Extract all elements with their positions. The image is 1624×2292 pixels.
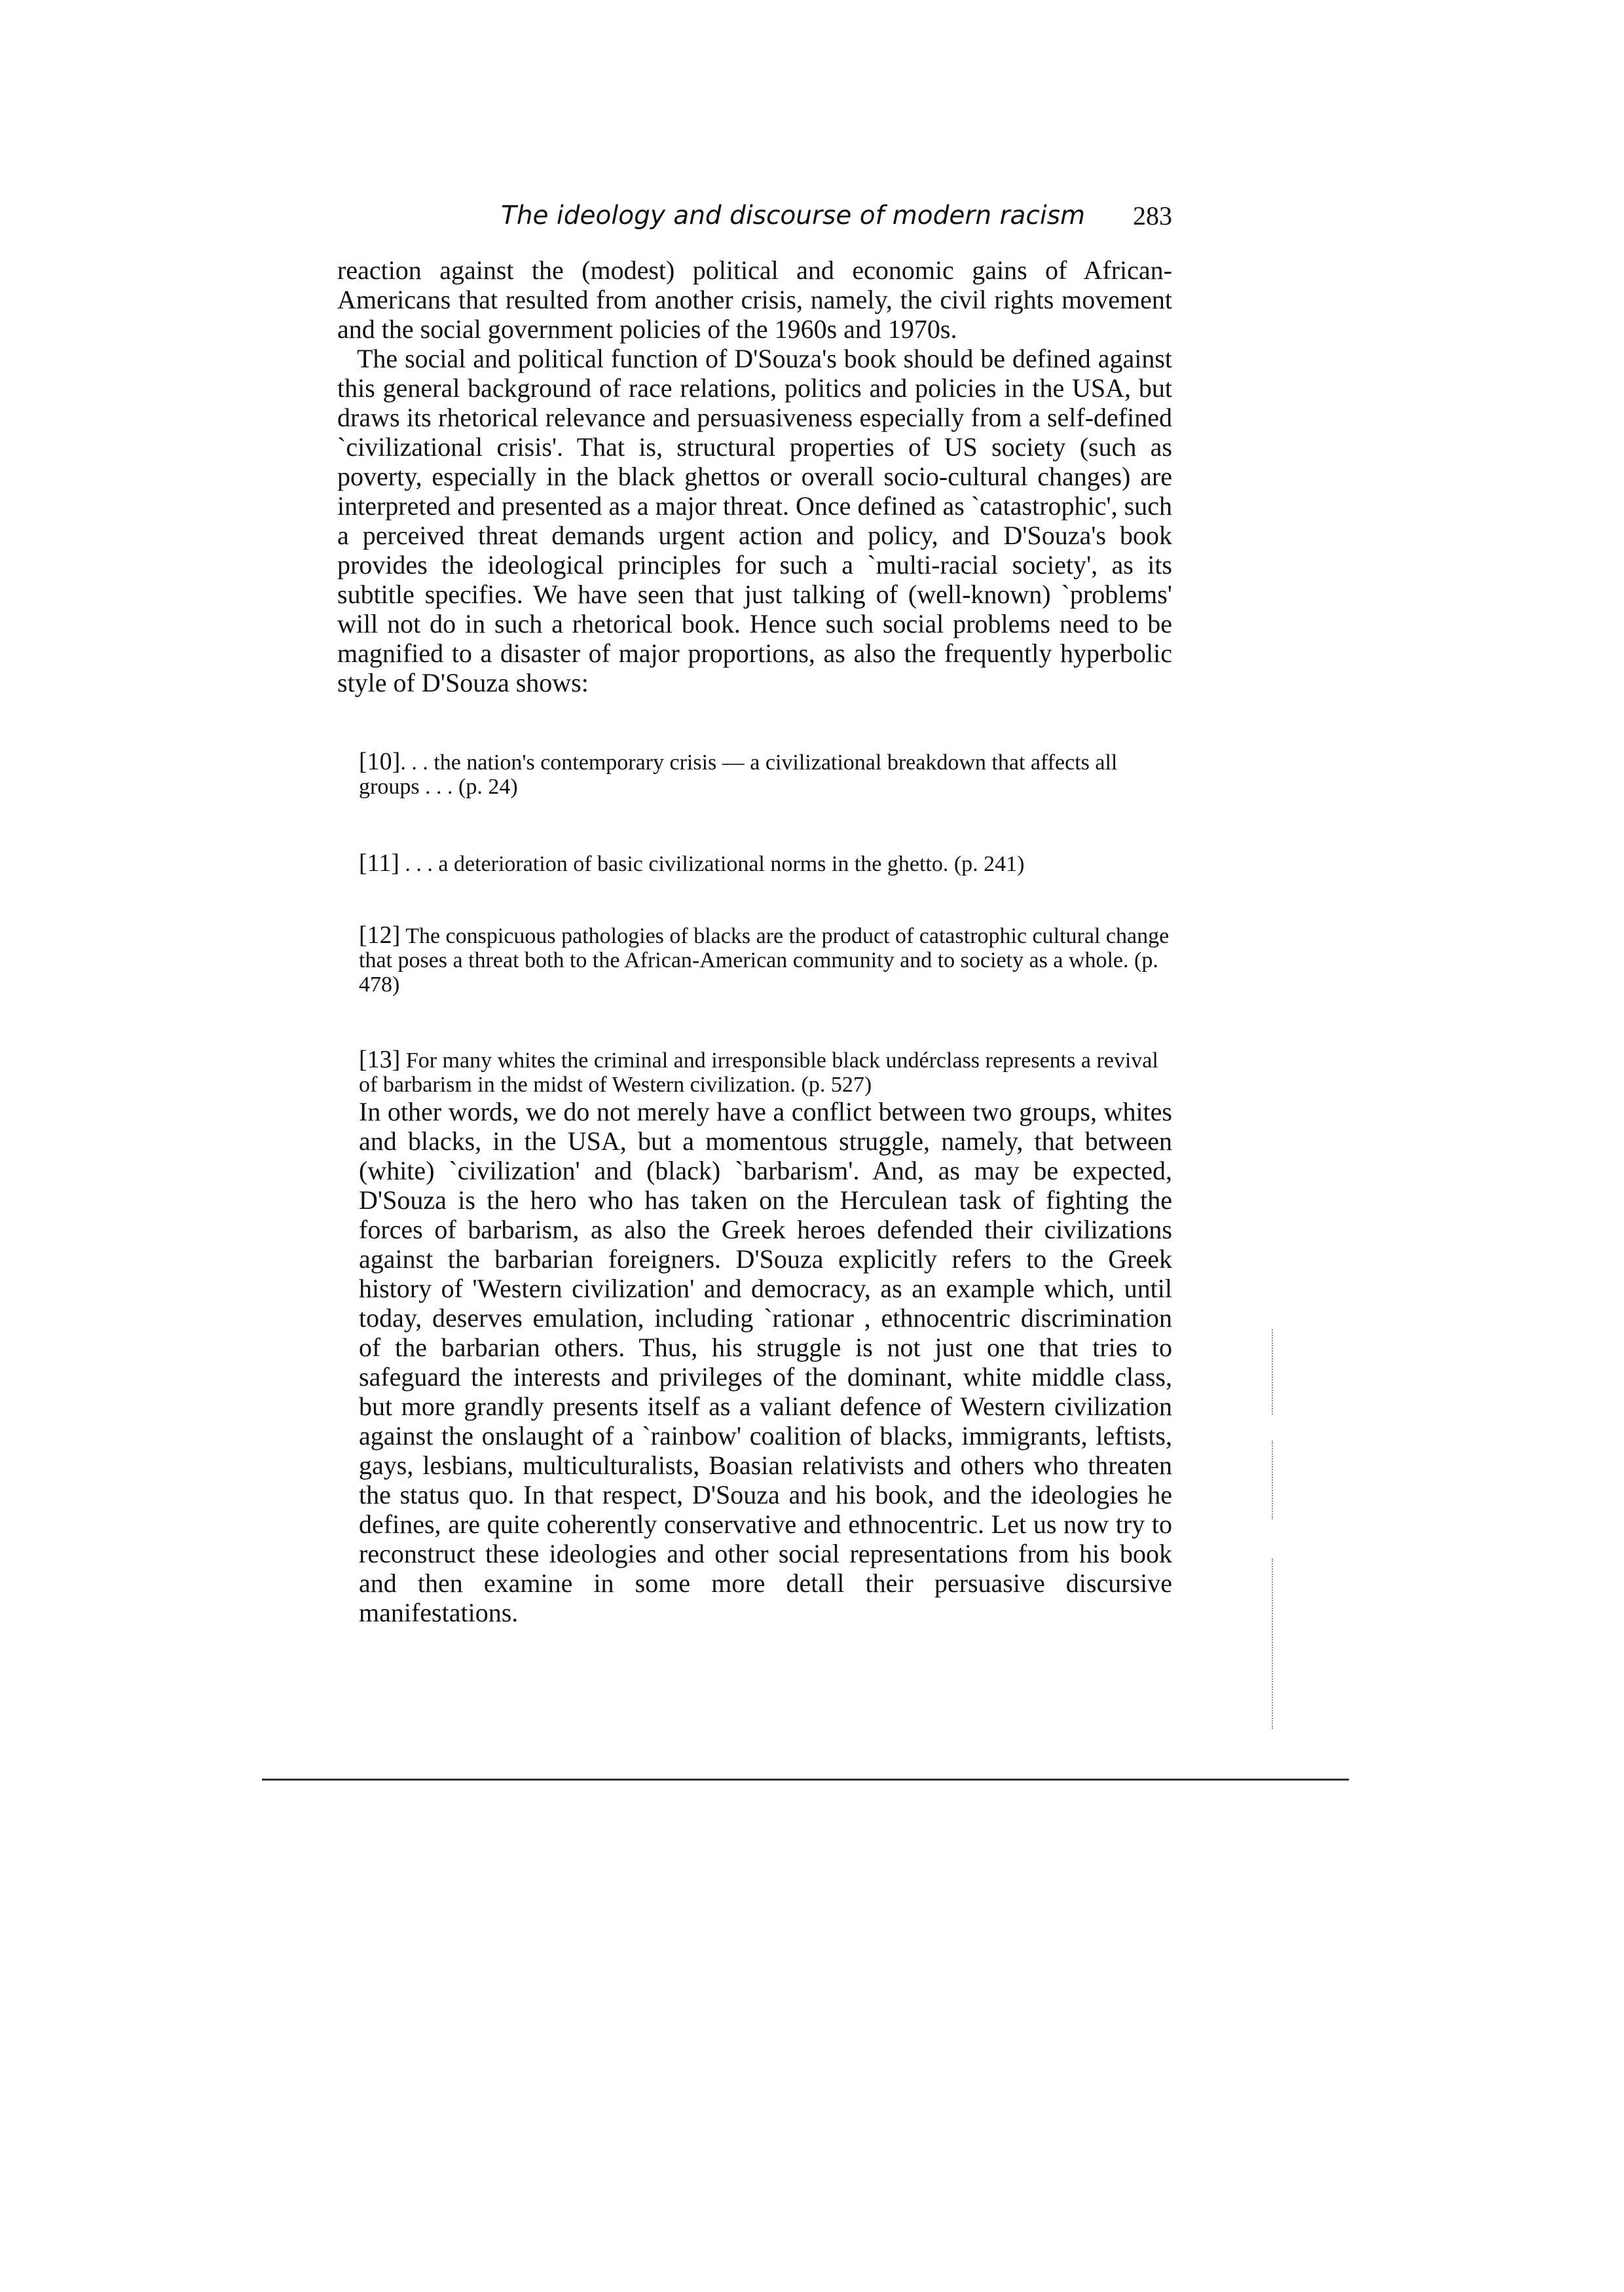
quote-text: . . . the nation's contemporary crisis — a civilizational breakdown that affects all groups . . . (p. 24) (359, 750, 1118, 799)
paragraph-continuation: reaction against the (modest) political and economic gains of African-Americans that resulted from another crisis, namely, the civil rights movement and the social government policies of the 1960s and 1970s. (337, 255, 1172, 344)
block-quote-10 (359, 750, 1172, 799)
page-bottom-rule (262, 1779, 1349, 1781)
running-header (337, 196, 1172, 236)
body-text-top (337, 255, 1172, 697)
quote-number: [11] (359, 849, 399, 877)
quote-number: [12] (359, 921, 401, 949)
scan-artifact-mark (1272, 1559, 1273, 1729)
block-quote-13 (359, 1048, 1172, 1097)
quote-text: The conspicuous pathologies of blacks are the product of catastrophic cultural change that poses a threat both to the African-American community and to society as a whole. (p. 478) (359, 924, 1170, 997)
quote-number: [13] (359, 1046, 401, 1073)
paragraph-in-other-words: In other words, we do not merely have a conflict between two groups, whites and blacks, in the USA, but a momentous struggle, namely, that between (white) `civilization' and (black) `barbarism'. And, as may be expected, D'Souza is the hero who has taken on the Herculean task of fighting the forces of barbarism, as also the Greek heroes defended their civilizations against the barbarian foreigners. D'Souza explicitly refers to the Greek history of 'Western civilization' and democracy, as an example which, until today, deserves emulation, including `rationar , ethnocentric discrimination of the barbarian others. Thus, his struggle is not just one that tries to safeguard the interests and privileges of the dominant, white middle class, but more grandly presents itself as a valiant defence of Western civilization against the onslaught of a `rainbow' coalition of blacks, immigrants, leftists, gays, lesbians, multiculturalists, Boasian relativists and others who threaten the status quo. In that respect, D'Souza and his book, and the ideologies he defines, are quite coherently conservative and ethnocentric. Let us now try to reconstruct these ideologies and other social representations from his book and then examine in some more detall their persuasive discursive manifestations. (359, 1097, 1172, 1627)
quote-number: [10] (359, 748, 401, 775)
block-quote-12 (359, 923, 1172, 997)
running-title: The ideology and discourse of modern racism (501, 201, 1086, 231)
quote-text: For many whites the criminal and irresponsible black undérclass represents a revival of barbarism in the midst of Western civilization. (p. 527) (359, 1048, 1158, 1097)
body-text-bottom (359, 1097, 1172, 1627)
block-quote-11 (359, 851, 1172, 876)
page-number: 283 (1133, 201, 1172, 231)
scan-artifact-mark (1272, 1329, 1273, 1414)
paragraph-social-function: The social and political function of D'Souza's book should be defined against this general background of race relations, politics and policies in the USA, but draws its rhetorical relevance and persuasiveness especially from a self-defined `civilizational crisis'. That is, structural properties of US society (such as poverty, especially in the black ghettos or overall socio-cultural changes) are interpreted and presented as a major threat. Once defined as `catastrophic', such a perceived threat demands urgent action and policy, and D'Souza's book provides the ideological principles for such a `multi-racial society', as its subtitle specifies. We have seen that just talking of (well-known) `problems' will not do in such a rhetorical book. Hence such social problems need to be magnified to a disaster of major proportions, as also the frequently hyperbolic style of D'Souza shows: (337, 344, 1172, 697)
quote-text: . . . a deterioration of basic civilizational norms in the ghetto. (p. 241) (399, 852, 1025, 876)
scan-artifact-mark (1272, 1441, 1273, 1519)
